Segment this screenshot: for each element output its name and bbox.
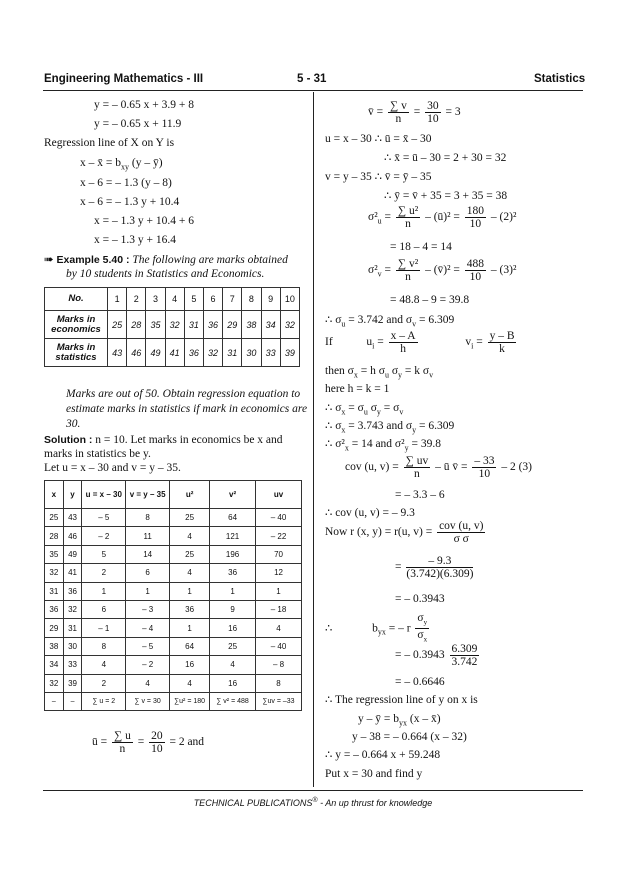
table-cell: 49 (146, 339, 165, 367)
table-header-cell: 7 (223, 288, 242, 311)
equation-line: x = – 1.3 y + 16.4 (94, 234, 176, 246)
equation-line: x – x̄ = $b_{xy}$ (y – ȳ) (80, 157, 163, 172)
equation-line: ∴ $\sigma^2_x = 14$ and $\sigma^2_y = 39.8$ (325, 438, 441, 453)
table-row (45, 674, 302, 692)
table-cell: 46 (63, 527, 82, 545)
table-cell: 32 (203, 339, 222, 367)
table-cell: 32 (63, 600, 82, 618)
table-header-cell: v² (210, 481, 256, 509)
table-cell: 34 (45, 656, 64, 674)
table-cell: 1 (82, 582, 126, 600)
table-cell: 39 (280, 339, 299, 367)
header-rule (43, 90, 583, 91)
table-cell: 1 (210, 582, 256, 600)
table-cell: 46 (127, 339, 146, 367)
table-cell: 6 (82, 600, 126, 618)
table-cell: 34 (261, 311, 280, 339)
table-cell: – 4 (126, 619, 170, 637)
table-cell: 25 (170, 509, 210, 527)
table-cell: – 22 (256, 527, 302, 545)
if-equation: If $u_i$ = $\frac{x - A}{h}$ $v_i$ = $\frac{y - B}{k}$ (325, 330, 515, 355)
correlation-equation: Now r (x, y) = r(u, v) = $\frac{\text{cov (u, v)}}{\text{σ σ}}$ (325, 520, 484, 545)
u-bar-equation: ū = $\frac{\sum u}{n}$ = $\frac{20}{10}$ = 2 and (92, 730, 205, 755)
table-cell: 32 (165, 311, 184, 339)
equation-line: x – 6 = – 1.3 (y – 8) (80, 177, 172, 189)
text-line: Regression line of X on Y is (44, 137, 175, 149)
table-cell: – 8 (256, 656, 302, 674)
table-cell: – 18 (256, 600, 302, 618)
table-header-cell: 10 (280, 288, 299, 311)
table-cell: 70 (256, 545, 302, 563)
computation-table (44, 480, 302, 711)
table-header-cell: x (45, 481, 64, 509)
table-cell: – 40 (256, 637, 302, 655)
table-cell: 33 (261, 339, 280, 367)
page-number: 5 - 31 (297, 73, 327, 85)
table-cell: 39 (63, 674, 82, 692)
table-cell: 30 (242, 339, 261, 367)
equation-line: ∴ y = – 0.664 x + 59.248 (325, 749, 441, 761)
table-cell: – 2 (126, 656, 170, 674)
table-header-cell: uv (256, 481, 302, 509)
table-cell: 8 (256, 674, 302, 692)
table-row (45, 582, 302, 600)
table-cell: 30 (63, 637, 82, 655)
table-header-cell: 5 (184, 288, 203, 311)
table-row (45, 564, 302, 582)
table-cell: 41 (63, 564, 82, 582)
solution-line: marks in statistics be y. (44, 448, 151, 460)
table-cell: 2 (82, 564, 126, 582)
equation-line: ∴ x̄ = ū – 30 = 2 + 30 = 32 (384, 152, 507, 164)
table-cell: 1 (170, 582, 210, 600)
table-cell: 4 (210, 656, 256, 674)
table-cell: 35 (45, 545, 64, 563)
footer: TECHNICAL PUBLICATIONS® - An up thrust for knowledge (193, 797, 433, 808)
table-cell: 5 (82, 545, 126, 563)
table-header-cell: 6 (203, 288, 222, 311)
table-row (45, 600, 302, 618)
table-header-cell: No. (45, 288, 108, 311)
table-row (45, 656, 302, 674)
table-cell: 121 (210, 527, 256, 545)
table-cell: – 5 (82, 509, 126, 527)
table-row (45, 527, 302, 545)
table-cell: 28 (45, 527, 64, 545)
table-cell: 41 (165, 339, 184, 367)
sum-cell: – (45, 692, 64, 710)
table-cell: 1 (170, 619, 210, 637)
table-row (45, 545, 302, 563)
table-cell: 28 (127, 311, 146, 339)
sum-cell: ∑u² = 180 (170, 692, 210, 710)
table-cell: 14 (126, 545, 170, 563)
table-cell: 49 (63, 545, 82, 563)
table-cell: 38 (242, 311, 261, 339)
example-heading: ➠ Example 5.40 : The following are marks obtained (44, 254, 288, 266)
v-bar-equation: v̄ = $\frac{\sum v}{n}$ = $\frac{30}{10}$ = 3 (368, 100, 461, 125)
table-cell: 36 (210, 564, 256, 582)
table-cell: 6 (126, 564, 170, 582)
table-cell: 38 (45, 637, 64, 655)
sum-cell: ∑ u = 2 (82, 692, 126, 710)
example-text: by 10 students in Statistics and Economics. (66, 268, 265, 280)
sum-cell: ∑ v² = 488 (210, 692, 256, 710)
column-divider (313, 92, 314, 787)
arrow-icon: ➠ (44, 254, 54, 266)
equation-line: x = – 1.3 y + 10.4 + 6 (94, 215, 194, 227)
table-cell: 25 (170, 545, 210, 563)
table-cell: 25 (210, 637, 256, 655)
table-cell: 31 (184, 311, 203, 339)
table-row (45, 509, 302, 527)
row-label: Marks in statistics (45, 339, 108, 367)
equation-line: here h = k = 1 (325, 383, 390, 395)
table-cell: 43 (108, 339, 127, 367)
table-cell: 4 (170, 564, 210, 582)
table-cell: 31 (45, 582, 64, 600)
table-cell: 64 (210, 509, 256, 527)
equation-line: then $\sigma_x = h$ $\sigma_u$ $\sigma_y = k$ $\sigma_v$ (325, 365, 434, 380)
sum-cell: ∑ v = 30 (126, 692, 170, 710)
variance-u-equation: $\sigma^2_u$ = $\frac{\text{∑ u²}}{n}$ – (ū)² = $\frac{180}{10}$ – (2)² (368, 205, 517, 230)
table-cell: 16 (170, 656, 210, 674)
table-cell: 8 (82, 637, 126, 655)
regression-coefficient: ∴ $b_{yx}$ = – r $\frac{\sigma_y}{\sigma_x}$ (325, 612, 428, 644)
table-header-cell: 8 (242, 288, 261, 311)
table-cell: 4 (170, 674, 210, 692)
equation-line: ∴ cov (u, v) = – 9.3 (325, 507, 415, 519)
equation-line: ∴ $\sigma_u = 3.742$ and $\sigma_v = 6.309$ (325, 314, 455, 329)
equation-line: y – ȳ = $b_{yx}$ (x – x̄) (358, 713, 441, 728)
table-cell: 4 (256, 619, 302, 637)
table-cell: – 2 (82, 527, 126, 545)
table-cell: 36 (203, 311, 222, 339)
table-row (45, 619, 302, 637)
table-row (45, 637, 302, 655)
table-cell: 2 (82, 674, 126, 692)
question-text: Marks are out of 50. Obtain regression equation to (66, 388, 301, 400)
equation-line: ∴ $\sigma_x = \sigma_u$ $\sigma_y = \sigma_v$ (325, 402, 404, 417)
table-cell: 35 (146, 311, 165, 339)
table-cell: 12 (256, 564, 302, 582)
table-cell: 29 (223, 311, 242, 339)
table-cell: – 3 (126, 600, 170, 618)
table-cell: 36 (170, 600, 210, 618)
table-header-cell: y (63, 481, 82, 509)
table-cell: 36 (63, 582, 82, 600)
equation-line: ∴ ȳ = v̄ + 35 = 3 + 35 = 38 (384, 190, 508, 202)
equation-line: = – 0.6646 (395, 676, 445, 688)
table-cell: 16 (210, 619, 256, 637)
table-cell: 29 (45, 619, 64, 637)
table-cell: – 40 (256, 509, 302, 527)
table-cell: 31 (223, 339, 242, 367)
solution-line: Solution : n = 10. Let marks in economics be x and (44, 434, 283, 446)
equation-line: y – 38 = – 0.664 (x – 32) (352, 731, 467, 743)
variance-v-equation: $\sigma^2_v$ = $\frac{\text{∑ v²}}{n}$ – (v̄)² = $\frac{488}{10}$ – (3)² (368, 258, 517, 283)
table-cell: 31 (63, 619, 82, 637)
table-cell: – 1 (82, 619, 126, 637)
equation-line: y = – 0.65 x + 11.9 (94, 118, 182, 130)
equation-line: y = – 0.65 x + 3.9 + 8 (94, 99, 194, 111)
table-cell: – 5 (126, 637, 170, 655)
running-header-title: Engineering Mathematics - III (44, 73, 204, 85)
equation-line: ∴ $\sigma_x = 3.743$ and $\sigma_y = 6.309$ (325, 420, 455, 435)
table-header-cell: u = x – 30 (82, 481, 126, 509)
chapter-title: Statistics (534, 73, 586, 85)
equation-line: v = y – 35 ∴ v̄ = ȳ – 35 (325, 171, 432, 183)
table-cell: 1 (126, 582, 170, 600)
question-text: estimate marks in statistics if mark in economics are (66, 403, 308, 415)
table-cell: 1 (256, 582, 302, 600)
table-cell: 32 (280, 311, 299, 339)
table-cell: 64 (170, 637, 210, 655)
table-cell: 9 (210, 600, 256, 618)
footer-rule (43, 790, 583, 791)
row-label: Marks in economics (45, 311, 108, 339)
table-cell: 4 (126, 674, 170, 692)
table-cell: 4 (170, 527, 210, 545)
table-header-cell: 2 (127, 288, 146, 311)
text-line: ∴ The regression line of y on x is (325, 694, 478, 706)
equation-line: = 48.8 – 9 = 39.8 (390, 294, 470, 306)
table-cell: 33 (63, 656, 82, 674)
table-cell: 16 (210, 674, 256, 692)
table-header-cell: 3 (146, 288, 165, 311)
table-cell: 196 (210, 545, 256, 563)
table-cell: 32 (45, 674, 64, 692)
table-header-cell: 9 (261, 288, 280, 311)
marks-table (44, 287, 300, 367)
correlation-value: = $\frac{- 9.3}{(3.742)(6.309)}$ (395, 555, 474, 580)
table-cell: 11 (126, 527, 170, 545)
sum-cell: ∑uv = –33 (256, 692, 302, 710)
question-text: 30. (66, 418, 81, 430)
table-header-cell: 4 (165, 288, 184, 311)
table-cell: 8 (126, 509, 170, 527)
equation-line: u = x – 30 ∴ ū = x̄ – 30 (325, 133, 432, 145)
table-header-cell: v = y – 35 (126, 481, 170, 509)
table-cell: 25 (108, 311, 127, 339)
equation-line: = – 0.3943 (395, 593, 445, 605)
covariance-equation: cov (u, v) = $\frac{\sum uv}{n}$ – ū v̄ = $\frac{- 33}{10}$ – 2 (3) (345, 455, 532, 480)
text-line: Put x = 30 and find y (325, 768, 423, 780)
solution-line: Let u = x – 30 and v = y – 35. (44, 462, 181, 474)
table-header-cell: 1 (108, 288, 127, 311)
table-cell: 32 (45, 564, 64, 582)
sum-cell: – (63, 692, 82, 710)
table-cell: 43 (63, 509, 82, 527)
table-cell: 25 (45, 509, 64, 527)
table-header-cell: u² (170, 481, 210, 509)
table-cell: 4 (82, 656, 126, 674)
table-cell: 36 (184, 339, 203, 367)
equation-line: = – 0.3943 $\frac{6.309}{3.742}$ (395, 643, 478, 668)
equation-line: = 18 – 4 = 14 (390, 241, 452, 253)
equation-line: x – 6 = – 1.3 y + 10.4 (80, 196, 180, 208)
equation-line: = – 3.3 – 6 (395, 489, 445, 501)
table-cell: 36 (45, 600, 64, 618)
